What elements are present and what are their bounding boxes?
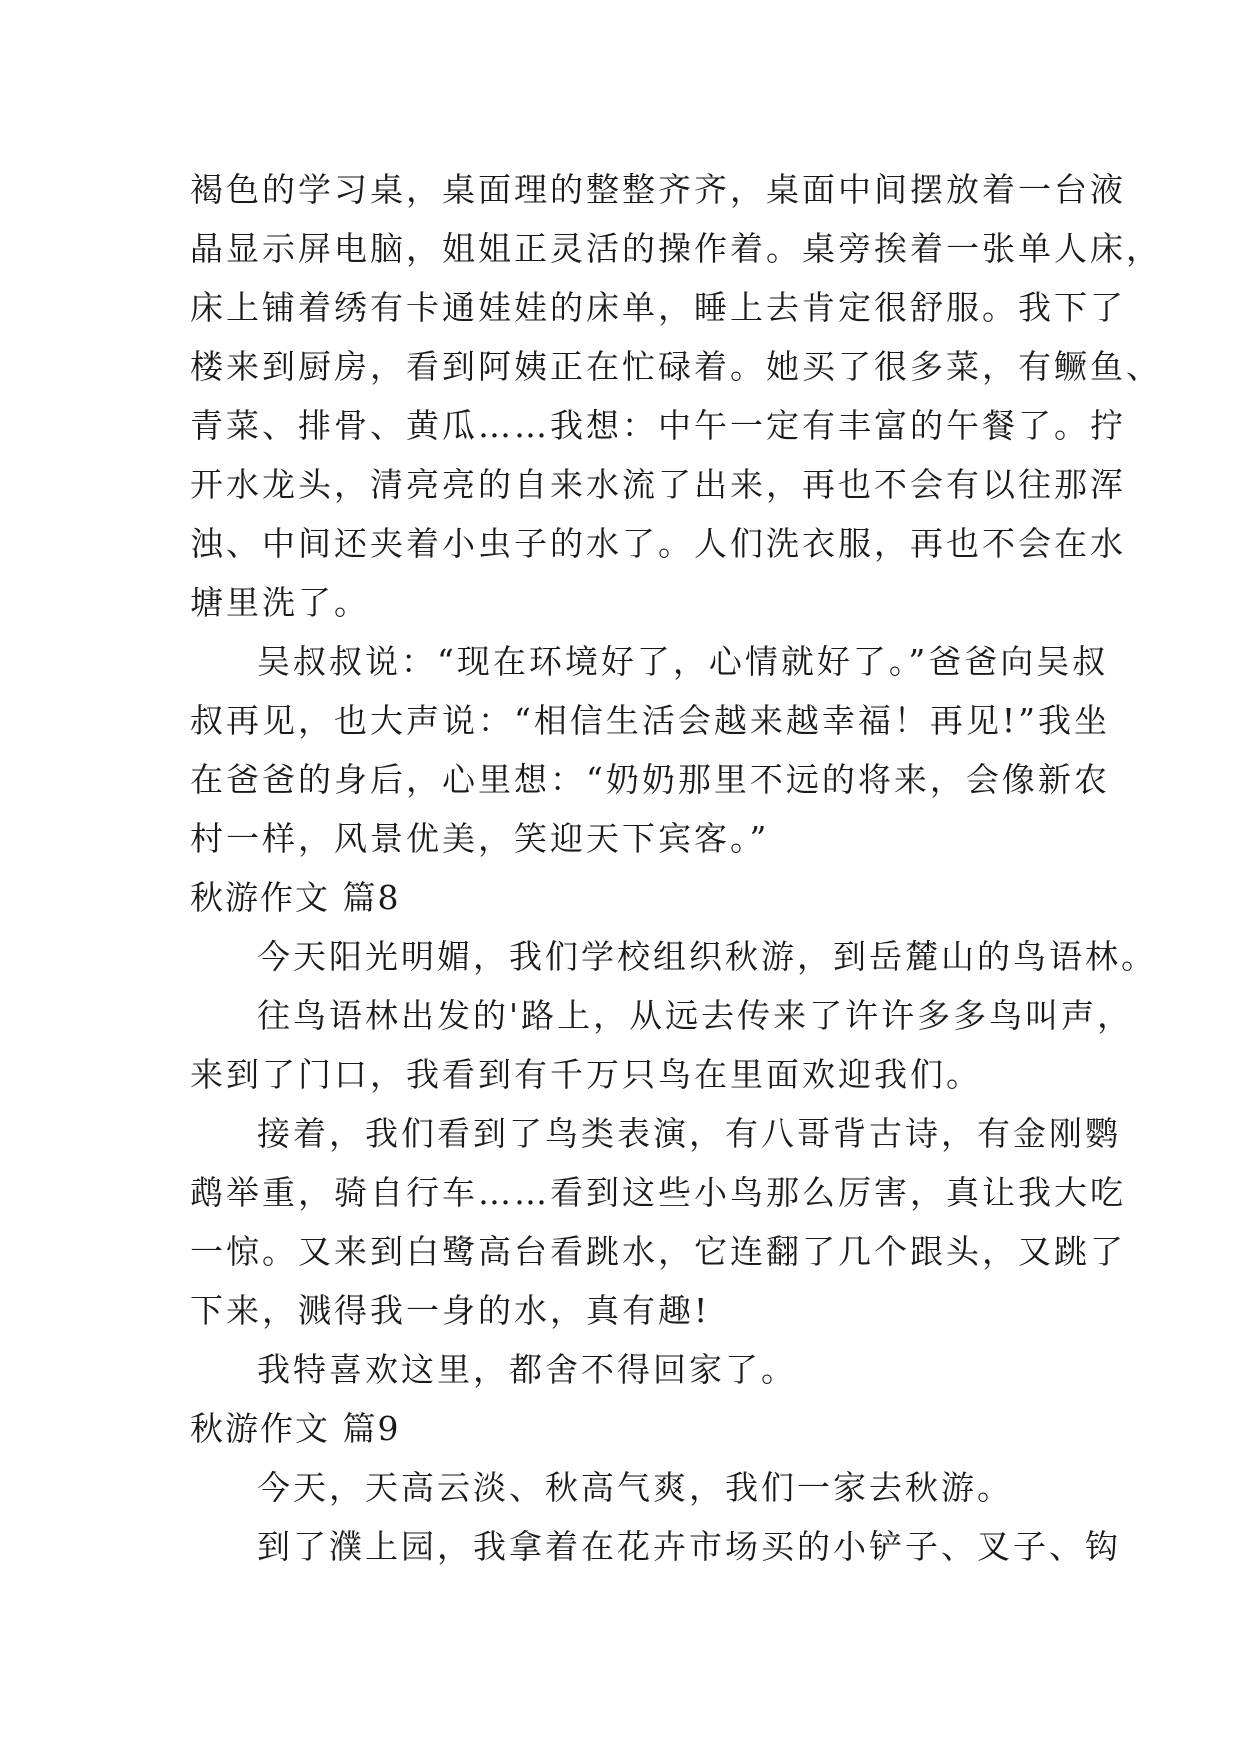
text-line: 褐色的学习桌，桌面理的整整齐齐，桌面中间摆放着一台液: [190, 170, 1126, 209]
section-heading: 秋游作文 篇8: [190, 878, 401, 917]
text-line: 叔再见，也大声说：“相信生活会越来越幸福！再见!”我坐: [190, 701, 1111, 740]
paragraph-start-line: 接着，我们看到了鸟类表演，有八哥背古诗，有金刚鹦: [257, 1114, 1121, 1153]
text-line: 一惊。又来到白鹭高台看跳水，它连翻了几个跟头，又跳了: [190, 1232, 1126, 1271]
paragraph-start-line: 今天阳光明媚，我们学校组织秋游，到岳麓山的鸟语林。: [257, 937, 1157, 976]
text-line: 村一样，风景优美，笑迎天下宾客。”: [190, 819, 770, 858]
paragraph-start-line: 往鸟语林出发的'路上，从远去传来了许许多多鸟叫声，: [257, 996, 1134, 1035]
document-page: [190, 160, 1162, 1576]
paragraph-start-line: 到了濮上园，我拿着在花卉市场买的小铲子、叉子、钩: [257, 1527, 1121, 1566]
text-line: 塘里洗了。: [190, 583, 370, 622]
text-line: 开水龙头，清亮亮的自来水流了出来，再也不会有以往那浑: [190, 465, 1126, 504]
section-heading: 秋游作文 篇9: [190, 1409, 401, 1448]
paragraph-start-line: 吴叔叔说：“现在环境好了，心情就好了。”爸爸向吴叔: [257, 642, 1109, 681]
paragraph-start-line: 我特喜欢这里，都舍不得回家了。: [257, 1350, 797, 1389]
text-line: 浊、中间还夹着小虫子的水了。人们洗衣服，再也不会在水: [190, 524, 1126, 563]
text-line: 晶显示屏电脑，姐姐正灵活的操作着。桌旁挨着一张单人床，: [190, 229, 1162, 268]
text-line: 床上铺着绣有卡通娃娃的床单，睡上去肯定很舒服。我下了: [190, 288, 1126, 327]
text-line: 青菜、排骨、黄瓜……我想：中午一定有丰富的午餐了。拧: [190, 406, 1126, 445]
text-line: 来到了门口，我看到有千万只鸟在里面欢迎我们。: [190, 1055, 982, 1094]
text-line: 在爸爸的身后，心里想：“奶奶那里不远的将来，会像新农: [190, 760, 1110, 799]
text-line: 下来，溅得我一身的水，真有趣!: [190, 1291, 711, 1330]
text-line: 鹉举重，骑自行车……看到这些小鸟那么厉害，真让我大吃: [190, 1173, 1126, 1212]
paragraph-start-line: 今天，天高云淡、秋高气爽，我们一家去秋游。: [257, 1468, 1013, 1507]
text-line: 楼来到厨房，看到阿姨正在忙碌着。她买了很多菜，有鳜鱼、: [190, 347, 1162, 386]
